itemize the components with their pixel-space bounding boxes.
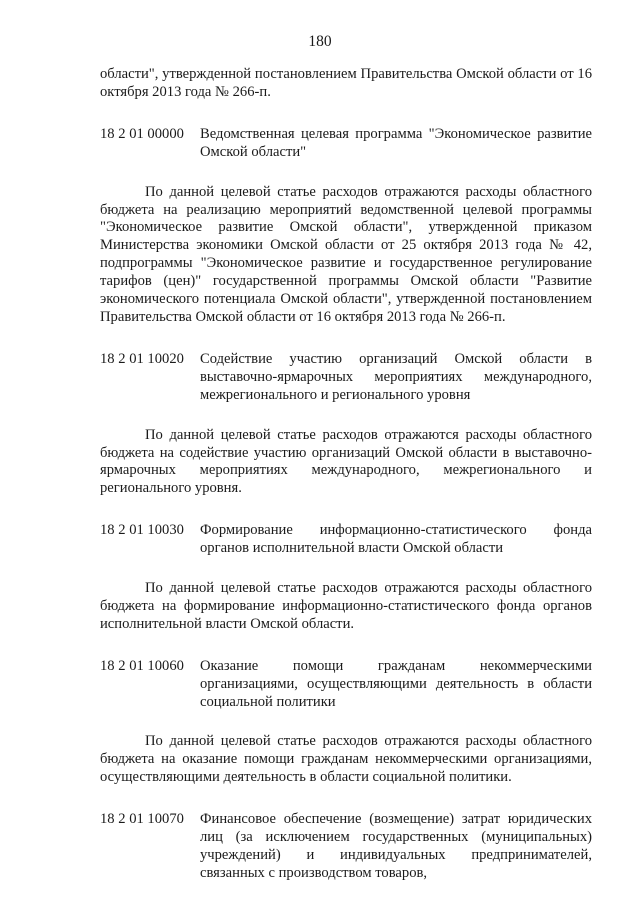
document-body [100, 66, 592, 883]
entry-title: Формирование информационно-статистического фонда органов исполнительной власти Омской области [200, 522, 592, 557]
budget-entry-18-2-01-10030 [100, 522, 592, 558]
entry-code: 18 2 01 00000 [100, 125, 184, 142]
entry-title: Ведомственная целевая программа "Экономическое развитие Омской области" [200, 125, 592, 160]
budget-entry-18-2-01-10060 [100, 658, 592, 712]
entry-code: 18 2 01 10020 [100, 350, 184, 367]
page-number: 180 [308, 33, 332, 50]
entry-description: По данной целевой статье расходов отражаются расходы областного бюджета на формирование информационно-статистического фонда органов исполнительной власти Омской области. [100, 580, 592, 632]
intro-paragraph: области", утвержденной постановлением Правительства Омской области от 16 октября 2013 года № 266-п. [100, 66, 592, 100]
entry-title: Оказание помощи гражданам некоммерческими организациями, осуществляющими деятельность в области социальной политики [200, 657, 592, 710]
budget-entry-18-2-01-10070 [100, 811, 592, 883]
entry-description: По данной целевой статье расходов отражаются расходы областного бюджета на содействие участию организаций Омской области в выставочно-ярмарочных мероприятиях международного, межрегионального и регионального уровня. [100, 426, 592, 497]
entry-description: По данной целевой статье расходов отражаются расходы областного бюджета на реализацию мероприятий ведомственной целевой программы "Экономическое развитие Омской области", утвержденной приказом Министерства экономики Омской области от 25 октября 2013 года № 42, подпрограммы "Экономическое развитие и государственное регулирование тарифов (цен)" государственной программы Омской области "Развитие экономического потенциала Омской области", утвержденной постановлением Правительства Омской области от 16 октября 2013 года № 266-п. [100, 183, 592, 325]
entry-title: Содействие участию организаций Омской области в выставочно-ярмарочных мероприятиях международного, межрегионального и регионального уровня [200, 350, 592, 403]
entry-title: Финансовое обеспечение (возмещение) затрат юридических лиц (за исключением государственных (муниципальных) учреждений) и индивидуальных предпринимателей, связанных с производством товаров, [200, 811, 592, 881]
budget-entry-18-2-01-10020 [100, 351, 592, 405]
budget-entry-18-2-01-00000 [100, 126, 592, 162]
entry-description: По данной целевой статье расходов отражаются расходы областного бюджета на оказание помощи гражданам некоммерческими организациями, осуществляющими деятельность в области социальной политики. [100, 733, 592, 786]
entry-code: 18 2 01 10070 [100, 811, 184, 828]
entry-code: 18 2 01 10030 [100, 522, 184, 539]
entry-code: 18 2 01 10060 [100, 657, 184, 674]
